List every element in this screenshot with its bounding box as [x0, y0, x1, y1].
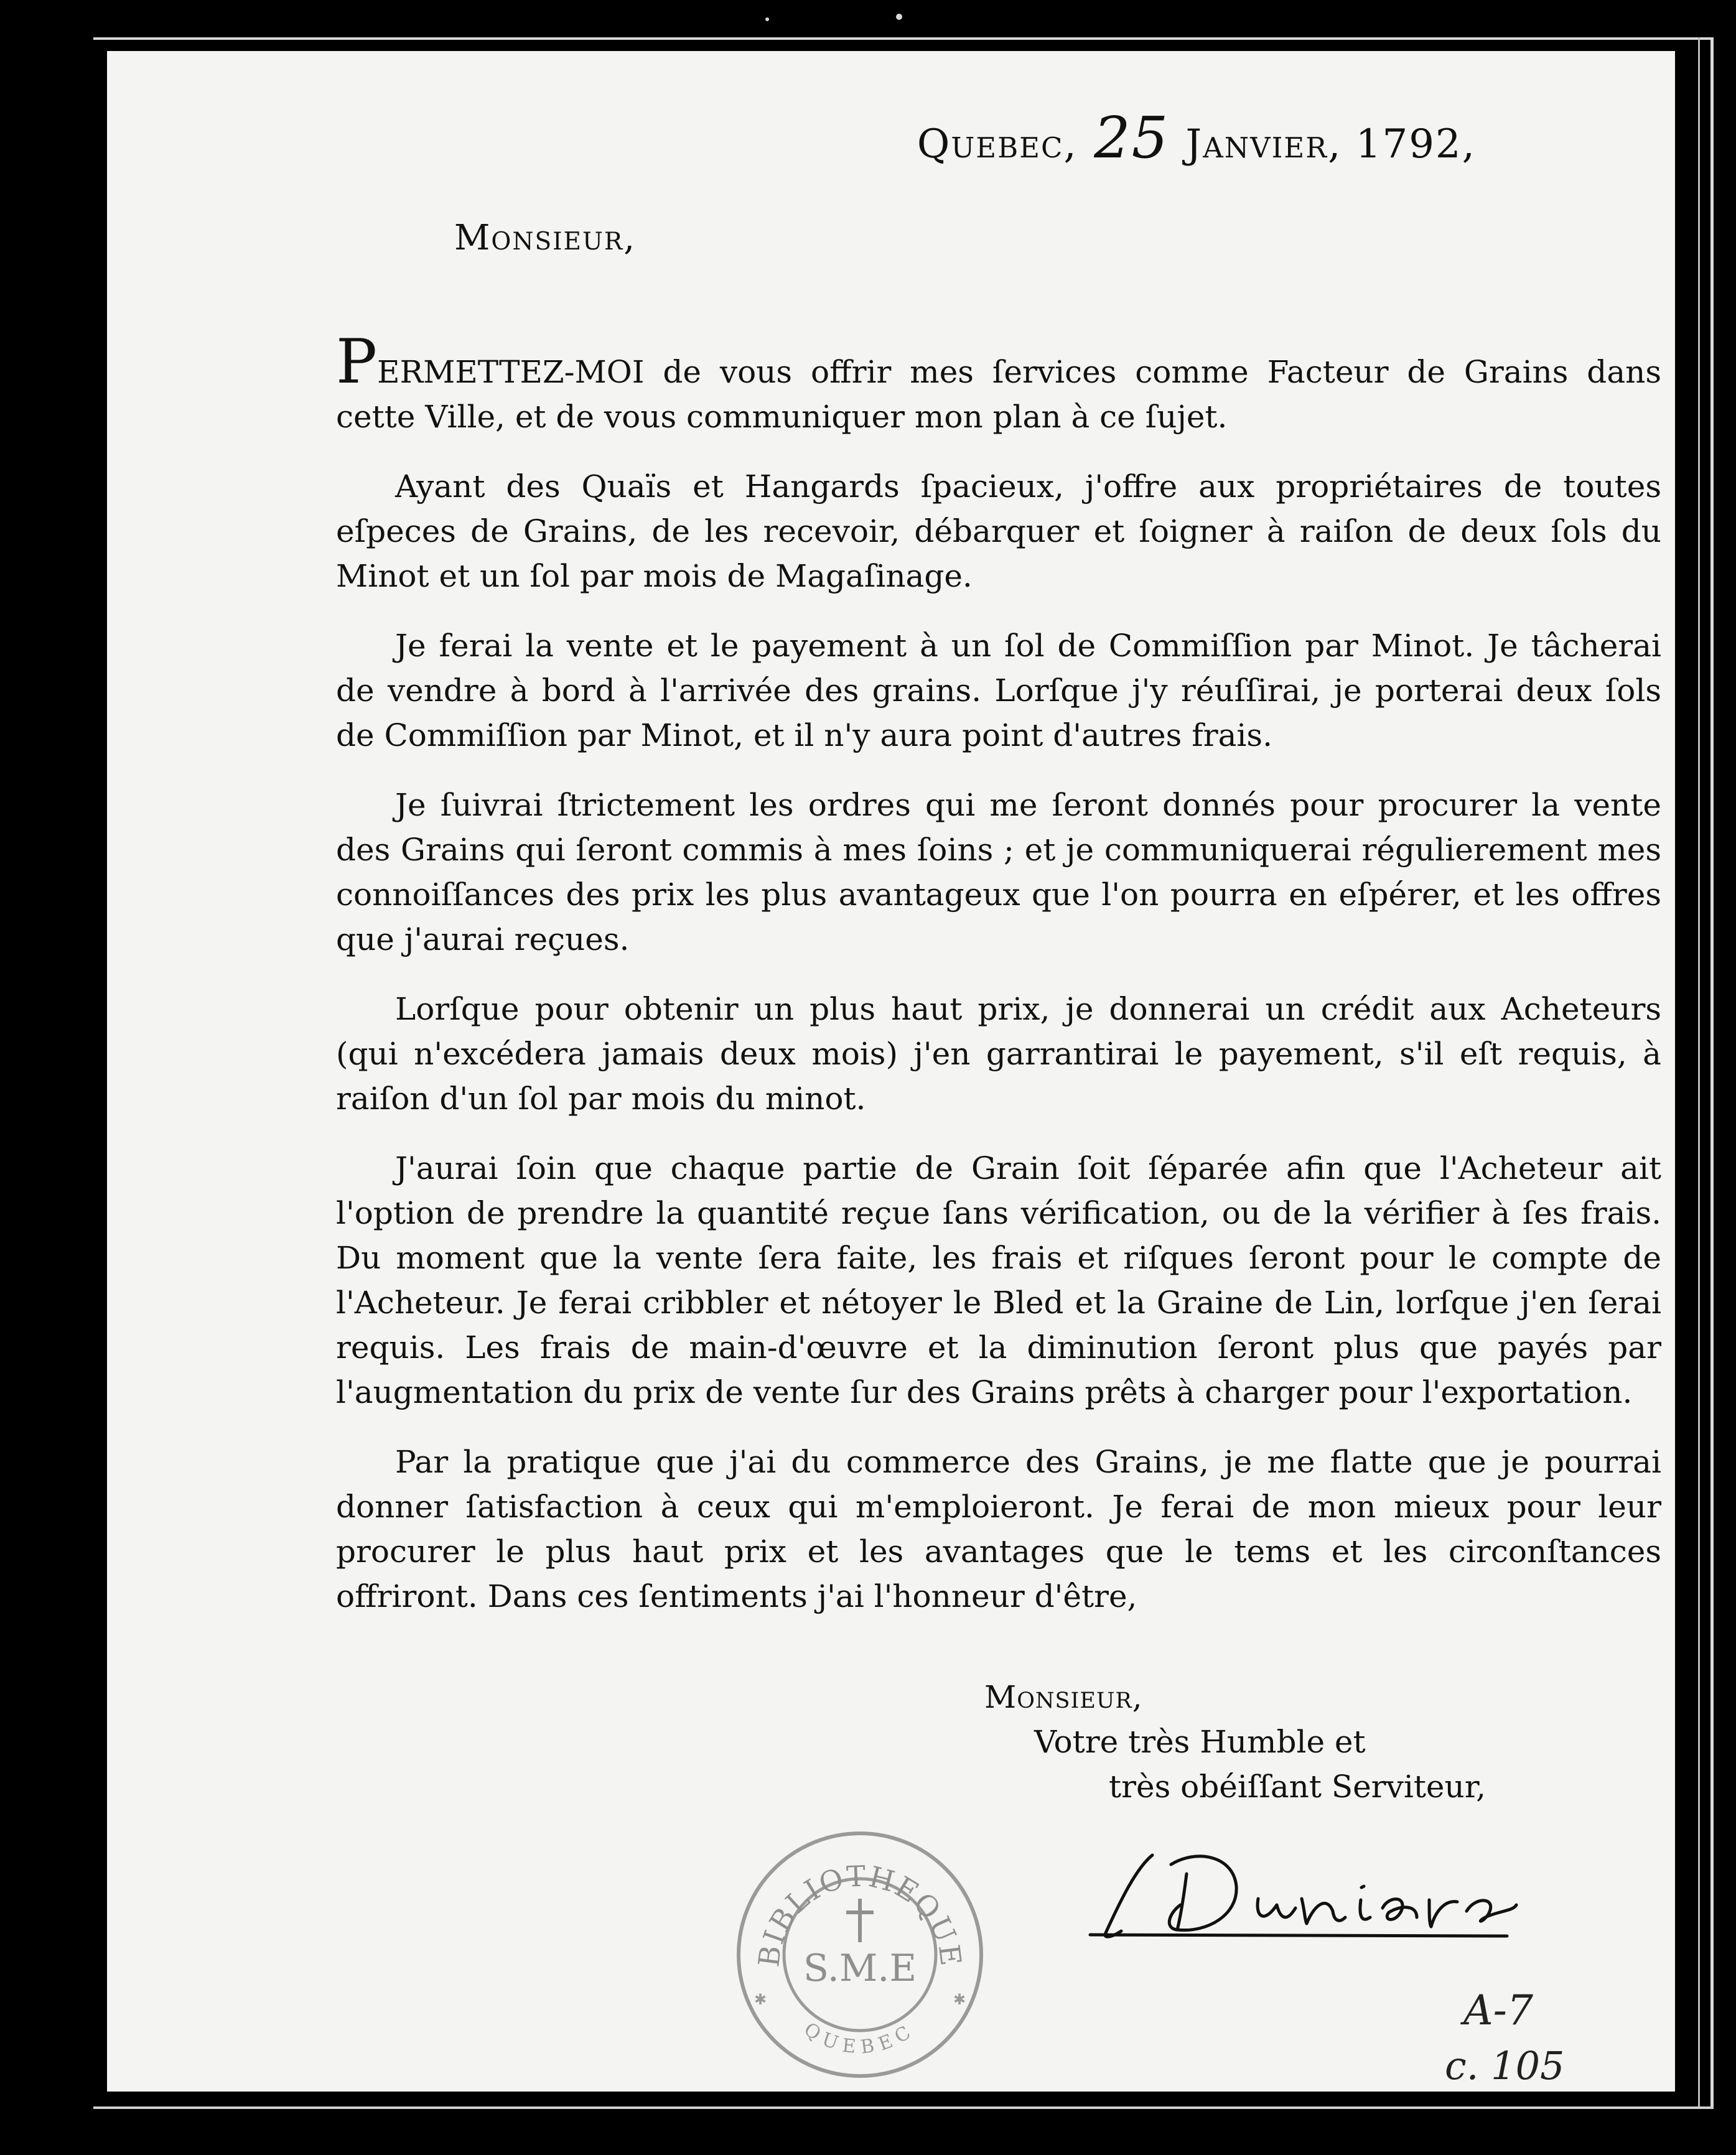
stamp-arc-text: BIBLIOTHEQUE	[752, 1859, 968, 1969]
closing-block	[984, 1675, 1486, 1809]
paragraph-2: Ayant des Quaïs et Hangards ſpacieux, j'offre aux propriétaires de toutes eſpeces de Grains, de les recevoir, débarquer et ſoigner à raiſon de deux ſols du Minot et un ſol par mois de Magaſinage.	[336, 468, 1661, 594]
dateline-place: Quebec,	[917, 121, 1078, 167]
dateline-month-year: Janvier, 1792,	[1185, 121, 1476, 167]
annotation-number: c. 105	[1445, 2043, 1565, 2088]
library-stamp	[729, 1824, 991, 2085]
film-frame-right	[1710, 37, 1714, 2109]
film-frame-top	[93, 37, 1714, 40]
cross-icon	[846, 1899, 874, 1942]
letter-page	[107, 51, 1675, 2092]
dateline	[917, 105, 1476, 171]
paragraph-5: Lorſque pour obtenir un plus haut prix, je donnerai un crédit aux Acheteurs (qui n'excédera jamais deux mois) j'en garrantirai le payement, s'il eſt requis, à raiſon d'un ſol par mois du minot.	[336, 991, 1661, 1117]
film-frame-right-inner	[1698, 37, 1700, 2109]
film-speck	[765, 17, 769, 21]
closing-line-3: très obéiſſant Serviteur,	[1109, 1769, 1486, 1805]
archival-annotations	[1439, 1986, 1663, 2092]
paragraph-3: Je ferai la vente et le payement à un ſol de Commiſſion par Minot. Je tâcherai de vendre à bord à l'arrivée des grains. Lorſque j'y réuſſirai, je porterai deux ſols de Commiſſion par Minot, et il n'y aura point d'autres frais.	[336, 628, 1661, 753]
handwritten-signature	[1078, 1830, 1625, 1955]
paragraph-4: Je ſuivrai ſtrictement les ordres qui me ſeront donnés pour procurer la vente des Grains qui ſeront commis à mes ſoins ; et je communiquerai régulierement mes connoiſſances des prix les plus avantageux que l'on pourra en eſpérer, et les offres que j'aurai reçues.	[336, 787, 1661, 957]
paragraph-1	[336, 327, 1661, 439]
closing-salutation: Monsieur,	[984, 1679, 1143, 1715]
paragraph-6: J'aurai ſoin que chaque partie de Grain ſoit ſéparée afin que l'Acheteur ait l'option de prendre la quantité reçue ſans vérification, ou de la vérifier à ſes frais. Du moment que la vente ſera faite, les frais et riſques ſeront pour le compte de l'Acheteur. Je ferai cribbler et nétoyer le Bled et la Graine de Lin, lorſque j'en ſerai requis. Les frais de main-d'œuvre et la diminution ſeront plus que payés par l'augmentation du prix de vente ſur des Grains prêts à charger pour l'exportation.	[336, 1150, 1661, 1410]
dateline-day-handwritten: 25	[1094, 105, 1170, 171]
paragraph-1-text: ERMETTEZ-MOI de vous offrir mes ſervices comme Facteur de Grains dans cette Ville, et de vous communiquer mon plan à ce ſujet.	[336, 354, 1661, 435]
drop-cap: P	[336, 327, 377, 398]
paragraph-7: Par la pratique que j'ai du commerce des Grains, je me flatte que je pourrai donner ſatisfaction à ceux qui m'emploieront. Je ferai de mon mieux pour leur procurer le plus haut prix et les avantages que le tems et les circonſtances offriront. Dans ces ſentiments j'ai l'honneur d'être,	[336, 1444, 1661, 1614]
stamp-center-text: S.M.E	[803, 1947, 917, 1990]
letter-document	[107, 51, 1675, 2092]
annotation-catalog: A-7	[1463, 1986, 1533, 2034]
film-speck	[896, 14, 902, 20]
stamp-bottom-text: QUEBEC	[800, 2018, 920, 2059]
letter-body	[336, 327, 1661, 1644]
film-frame-bottom	[93, 2106, 1714, 2109]
salutation: Monsieur,	[454, 218, 637, 258]
star-icon: ✱	[754, 1991, 767, 2008]
closing-line-2: Votre très Humble et	[1034, 1724, 1366, 1760]
star-icon: ✱	[953, 1991, 966, 2008]
